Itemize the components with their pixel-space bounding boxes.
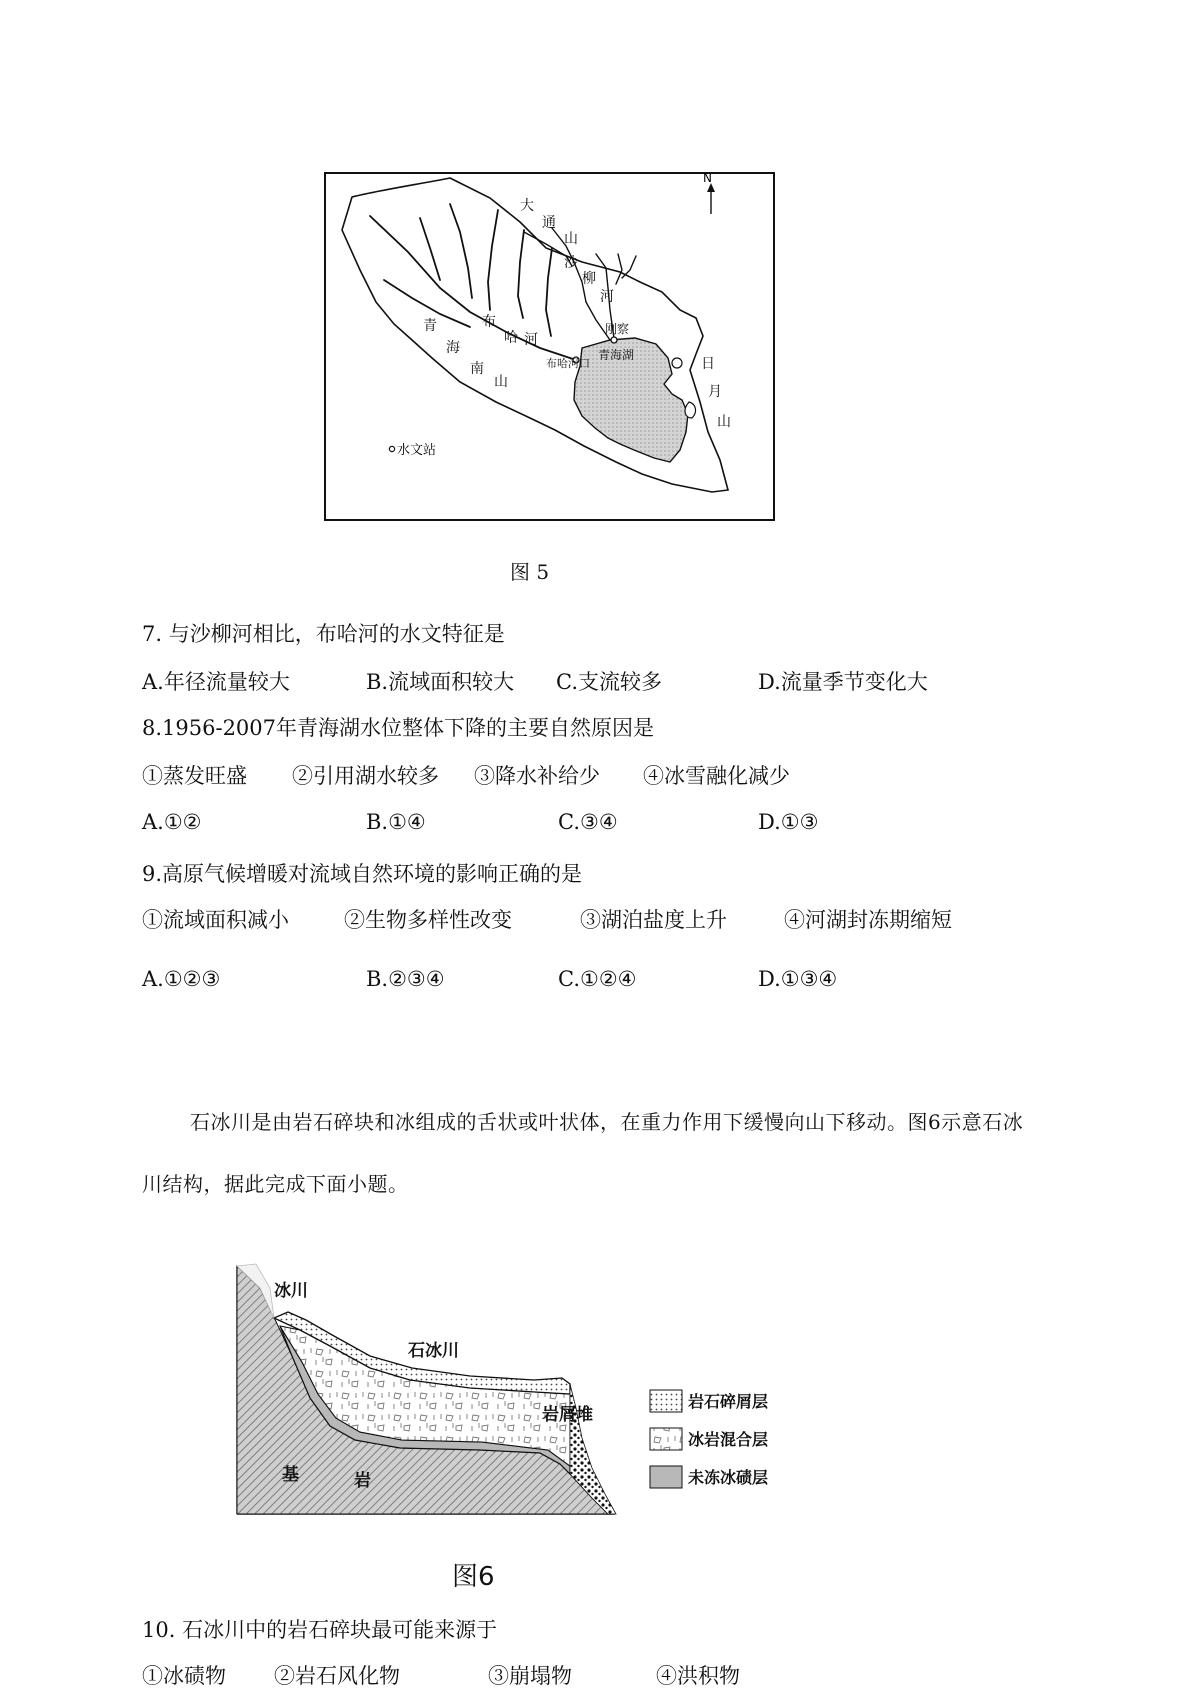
legend-swatch-mixed bbox=[650, 1428, 682, 1450]
intro-paragraph-line-1: 石冰川是由岩石碎块和冰组成的舌状或叶状体，在重力作用下缓慢向山下移动。图6示意石冰 bbox=[190, 1110, 1024, 1134]
label-riyue-2: 月 bbox=[708, 384, 722, 400]
label-glacier: 冰川 bbox=[274, 1281, 308, 1301]
q8-option-d: D.①③ bbox=[758, 810, 819, 834]
q10-stem: 10. 石冰川中的岩石碎块最可能来源于 bbox=[142, 1618, 498, 1642]
label-datong-1: 大 bbox=[520, 198, 534, 214]
q8-item-2: ②引用湖水较多 bbox=[292, 764, 439, 788]
q8-item-4: ④冰雪融化减少 bbox=[643, 764, 790, 788]
q7-option-c: C.支流较多 bbox=[556, 670, 662, 694]
label-buha-1: 布 bbox=[482, 314, 496, 330]
legend-station-symbol bbox=[389, 446, 394, 451]
q10-item-2: ②岩石风化物 bbox=[274, 1664, 400, 1688]
label-riyue-3: 山 bbox=[717, 414, 731, 430]
legend-label-debris: 岩石碎屑层 bbox=[688, 1392, 769, 1411]
label-qhns-1: 青 bbox=[423, 318, 437, 334]
label-talus: 岩屑堆 bbox=[542, 1405, 593, 1425]
q10-item-4: ④洪积物 bbox=[656, 1664, 740, 1688]
q9-option-c: C.①②④ bbox=[558, 967, 637, 991]
label-buha-mouth: 布哈河口 bbox=[546, 357, 590, 370]
lake-island bbox=[672, 358, 682, 368]
figure-5-caption: 图 5 bbox=[510, 560, 550, 584]
q9-item-3: ③湖泊盐度上升 bbox=[580, 908, 727, 932]
q10-item-1: ①冰碛物 bbox=[142, 1664, 226, 1688]
q9-item-4: ④河湖封冻期缩短 bbox=[784, 908, 952, 932]
q9-item-1: ①流域面积减小 bbox=[142, 908, 289, 932]
figure-6-caption: 图6 bbox=[452, 1562, 495, 1592]
q8-stem: 8.1956-2007年青海湖水位整体下降的主要自然原因是 bbox=[142, 716, 655, 740]
label-qhns-3: 南 bbox=[470, 361, 484, 377]
q7-stem: 7. 与沙柳河相比，布哈河的水文特征是 bbox=[142, 622, 505, 646]
label-shaliu-1: 沙 bbox=[564, 255, 578, 271]
q9-option-b: B.②③④ bbox=[366, 967, 445, 991]
label-shaliu-3: 河 bbox=[600, 289, 614, 305]
q8-option-c: C.③④ bbox=[558, 810, 618, 834]
legend-station-label: 水文站 bbox=[397, 443, 437, 458]
label-qhns-4: 山 bbox=[494, 374, 508, 390]
label-lake: 青海湖 bbox=[598, 348, 635, 362]
q9-option-d: D.①③④ bbox=[758, 967, 838, 991]
intro-paragraph-line-2: 川结构，据此完成下面小题。 bbox=[142, 1172, 409, 1196]
legend-swatch-debris bbox=[650, 1390, 682, 1412]
legend-label-till: 未冻冰碛层 bbox=[688, 1468, 769, 1487]
q8-option-a: A.①② bbox=[142, 810, 202, 834]
label-riyue-1: 日 bbox=[701, 356, 715, 372]
q7-option-a: A.年径流量较大 bbox=[142, 670, 290, 694]
q8-option-b: B.①④ bbox=[366, 810, 426, 834]
legend-swatch-till bbox=[650, 1466, 682, 1488]
legend-label-mixed: 冰岩混合层 bbox=[688, 1430, 769, 1449]
label-datong-2: 通 bbox=[542, 215, 556, 231]
label-shaliu-2: 柳 bbox=[582, 271, 596, 287]
q7-option-d: D.流量季节变化大 bbox=[758, 670, 928, 694]
q9-item-2: ②生物多样性改变 bbox=[344, 908, 512, 932]
q9-option-a: A.①②③ bbox=[142, 967, 221, 991]
label-buha-2: 哈 bbox=[504, 330, 518, 346]
label-qhns-2: 海 bbox=[446, 340, 460, 356]
figure-5-map bbox=[320, 170, 780, 525]
q7-option-b: B.流域面积较大 bbox=[366, 670, 515, 694]
label-bedrock-2: 岩 bbox=[354, 1471, 371, 1491]
label-buha-3: 河 bbox=[524, 332, 538, 348]
figure-6-diagram bbox=[230, 1258, 800, 1538]
lake-islet bbox=[685, 402, 696, 418]
q10-item-3: ③崩塌物 bbox=[488, 1664, 572, 1688]
q8-item-1: ①蒸发旺盛 bbox=[142, 764, 247, 788]
q8-item-3: ③降水补给少 bbox=[474, 764, 600, 788]
north-label: N bbox=[703, 171, 712, 185]
label-bedrock-1: 基 bbox=[282, 1465, 299, 1485]
q9-stem: 9.高原气候增暖对流域自然环境的影响正确的是 bbox=[142, 862, 583, 886]
label-gangcha: 刚察 bbox=[605, 322, 630, 336]
label-datong-3: 山 bbox=[564, 231, 578, 247]
label-rock-glacier: 石冰川 bbox=[408, 1341, 459, 1361]
station-gangcha bbox=[611, 337, 617, 343]
